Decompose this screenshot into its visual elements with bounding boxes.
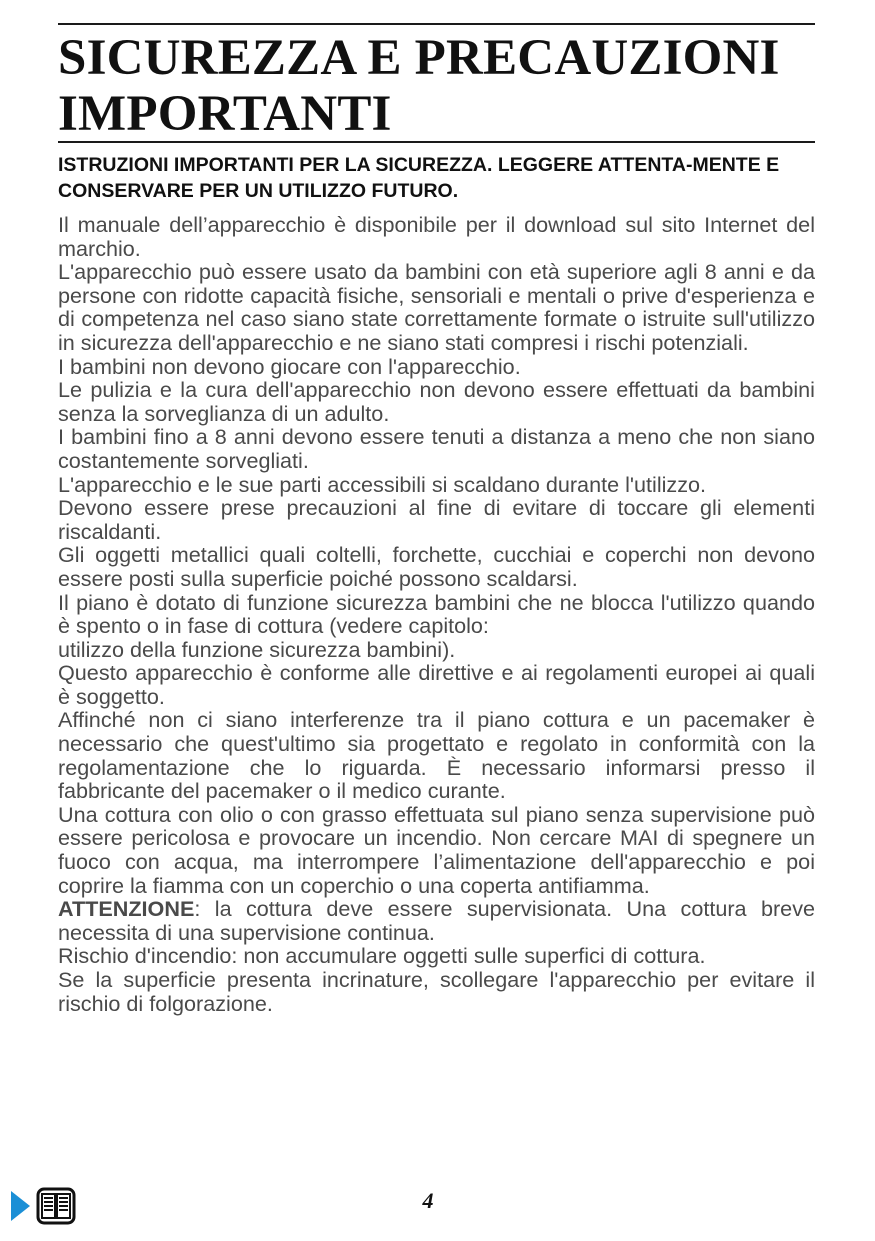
paragraph-oil-fire: Una cottura con olio o con grasso effettuata sul piano senza supervisione può essere pericolosa e provocare un incendio. Non cercare MAI di spegnere un fuoco con acqua, ma interrompere l’alimentazione dell'apparecchio e poi coprire la fiamma con un coperchio o una coperta antifiamma. (58, 801, 815, 898)
safety-text (58, 213, 815, 1015)
paragraph-child-lock-ref: utilizzo della funzione sicurezza bambini). (58, 636, 456, 662)
paragraph-pacemaker: Affinché non ci siano interferenze tra il piano cottura e un pacemaker è necessario che quest'ultimo sia progettato e regolato in conformità con la regolamentazione che lo riguarda. È necessario informarsi presso il fabbricante del pacemaker o il medico curante. (58, 707, 815, 804)
paragraph-warning (58, 897, 815, 944)
page-number: 4 (422, 1188, 434, 1213)
triangle-right-icon (11, 1191, 30, 1221)
paragraph-under-8: I bambini fino a 8 anni devono essere tenuti a distanza a meno che non siano costantemente sorvegliati. (58, 424, 815, 473)
warning-label: ATTENZIONE (58, 896, 195, 922)
page-title: SICUREZZA E PRECAUZIONI IMPORTANTI (58, 30, 780, 142)
paragraph-heating-elements: Devono essere prese precauzioni al fine di evitare di toccare gli elementi riscaldanti. (58, 495, 815, 544)
paragraph-eu-compliance: Questo apparecchio è conforme alle direttive e ai regolamenti europei ai quali è soggetto. (58, 660, 815, 709)
manual-book-icon (36, 1186, 76, 1226)
title-rule (58, 141, 815, 143)
paragraph-cleaning: Le pulizia e la cura dell'apparecchio non devono essere effettuati da bambini senza la sorveglianza di un adulto. (58, 377, 815, 426)
paragraph-no-play: I bambini non devono giocare con l'apparecchio. (58, 353, 521, 379)
paragraph-children-usage: L'apparecchio può essere usato da bambini con età superiore agli 8 anni e da persone con ridotte capacità fisiche, sensoriali e mentali o prive d'esperienza e di competenza nel caso siano state correttamente formate o istruite sull'utilizzo in sicurezza dell'apparecchio e ne siano stati compresi i rischi potenziali. (58, 259, 815, 355)
paragraph-manual-download: Il manuale dell’apparecchio è disponibile per il download sul sito Internet del marchio. (58, 212, 815, 261)
top-rule (58, 23, 815, 25)
paragraph-hot-parts: L'apparecchio e le sue parti accessibili si scaldano durante l'utilizzo. (58, 471, 707, 497)
warning-text: : la cottura deve essere supervisionata. Una cottura breve necessita di una supervisione continua. (58, 896, 815, 945)
paragraph-child-lock: Il piano è dotato di funzione sicurezza bambini che ne blocca l'utilizzo quando è spento o in fase di cottura (vedere capitolo: (58, 589, 815, 639)
paragraph-fire-risk: Rischio d'incendio: non accumulare oggetti sulle superfici di cottura. (58, 943, 706, 969)
paragraph-cracks: Se la superficie presenta incrinature, scollegare l'apparecchio per evitare il rischio di folgorazione. (58, 967, 815, 1016)
safety-subtitle: ISTRUZIONI IMPORTANTI PER LA SICUREZZA. LEGGERE ATTENTA-MENTE E CONSERVARE PER UN UTILIZZO FUTURO. (58, 154, 780, 202)
paragraph-metal-objects: Gli oggetti metallici quali coltelli, forchette, cucchiai e coperchi non devono essere posti sulla superficie poiché possono scaldarsi. (58, 542, 815, 591)
